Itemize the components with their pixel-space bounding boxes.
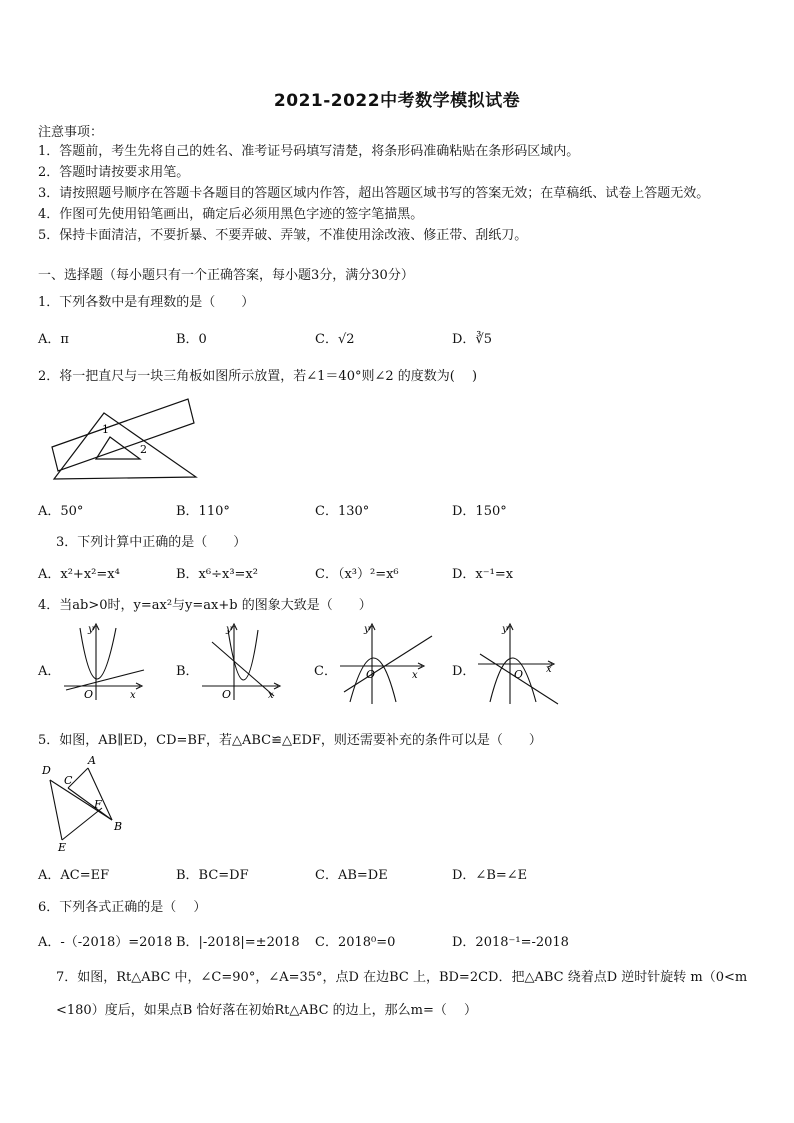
q6-option-b: B．|-2018|=±2018 [176,935,300,950]
notice-item: 2．答题时请按要求用笔。 [38,165,190,180]
axis-x-label: x [268,690,274,701]
q5-stem: 5．如图，AB∥ED，CD=BF，若△ABC≌△EDF，则还需要补充的条件可以是（ ） [38,733,542,748]
q2-option-d: D．150° [452,504,507,519]
origin-label: O [514,668,524,681]
q4-graph-d [474,620,574,705]
q2-option-c: C．130° [315,504,370,519]
axis-y-label: y [364,624,370,635]
q3-stem: 3．下列计算中正确的是（ ） [56,535,247,550]
set-square-outer [54,413,196,479]
q3-option-c: C．（x³）²=x⁶ [315,567,399,582]
q2-option-a: A．50° [38,504,84,519]
axis-x-label: x [412,670,418,681]
q4-option-b: B． [176,664,199,679]
point-d-label: D [42,764,51,777]
q4-graph-a [60,620,150,705]
q4-graph-c [336,620,436,705]
q4-option-a: A． [38,664,61,679]
point-e-label: E [58,841,67,854]
q2-stem: 2．将一把直尺与一块三角板如图所示放置，若∠1＝40°则∠2 的度数为( ) [38,369,478,384]
origin-label: O [222,688,232,701]
q4-stem: 4．当ab>0时，y=ax²与y=ax+b 的图象大致是（ ） [38,598,372,613]
notice-item: 4．作图可先使用铅笔画出，确定后必须用黑色字迹的签字笔描黑。 [38,207,424,222]
point-c-label: C [64,774,73,787]
q2-option-b: B．110° [176,504,230,519]
q2-ruler-triangle-figure [46,395,206,485]
q1-option-a: A．π [38,332,69,347]
notice-item: 5．保持卡面清洁，不要折暴、不要弄破、弄皱，不准使用涂改液、修正带、刮纸刀。 [38,228,528,243]
q5-option-a: A．AC=EF [38,868,110,883]
axis-y-label: y [226,624,232,635]
angle-2-label: 2 [140,443,147,456]
q6-option-c: C．2018⁰=0 [315,935,396,950]
axis-y-label: y [88,624,94,635]
q1-option-d: D．∛5 [452,332,492,347]
q5-option-d: D．∠B=∠E [452,868,528,883]
q4-option-d: D． [452,664,476,679]
point-b-label: B [114,820,123,833]
q1-stem: 1．下列各数中是有理数的是（ ） [38,295,255,310]
axis-y-label: y [502,624,508,635]
origin-label: O [84,688,94,701]
axis-x-label: x [130,690,136,701]
q4-graph-b [198,620,288,705]
q6-stem: 6．下列各式正确的是（ ） [38,900,207,915]
q3-option-d: D．x⁻¹=x [452,567,514,582]
point-f-label: F [94,798,102,811]
q1-option-b: B．0 [176,332,207,347]
point-a-label: A [88,754,96,767]
page-title: 2021-2022中考数学模拟试卷 [273,91,521,111]
q5-congruent-triangles-figure [38,750,138,855]
q3-option-a: A．x²+x²=x⁴ [38,567,120,582]
q7-stem-line1: 7．如图，Rt△ABC 中，∠C=90°，∠A=35°，点D 在边BC 上，BD=2CD．把△ABC 绕着点D 逆时针旋转 m（0<m [56,970,748,985]
q5-option-c: C．AB=DE [315,868,388,883]
q6-option-d: D．2018⁻¹=-2018 [452,935,569,950]
section-heading: 一、选择题（每小题只有一个正确答案，每小题3分，满分30分） [38,268,414,283]
notice-list [38,141,709,246]
q6-option-a: A．-（-2018）=2018 [38,935,173,950]
origin-label: O [366,668,376,681]
q5-option-b: B．BC=DF [176,868,249,883]
q4-option-c: C． [314,664,337,679]
q1-option-c: C．√2 [315,332,355,347]
q3-option-b: B．x⁶÷x³=x² [176,567,258,582]
notice-item: 1．答题前，考生先将自己的姓名、准考证号码填写清楚，将条形码准确粘贴在条形码区域内。 [38,144,580,159]
q7-stem-line2: <180）度后，如果点B 恰好落在初始Rt△ABC 的边上，那么m=（ ） [56,1003,478,1018]
axis-x-label: x [546,664,552,675]
notice-heading: 注意事项： [38,125,104,140]
angle-1-label: 1 [102,423,109,436]
notice-item: 3．请按照题号顺序在答题卡各题目的答题区域内作答，超出答题区域书写的答案无效；在草稿纸、试卷上答题无效。 [38,186,710,201]
